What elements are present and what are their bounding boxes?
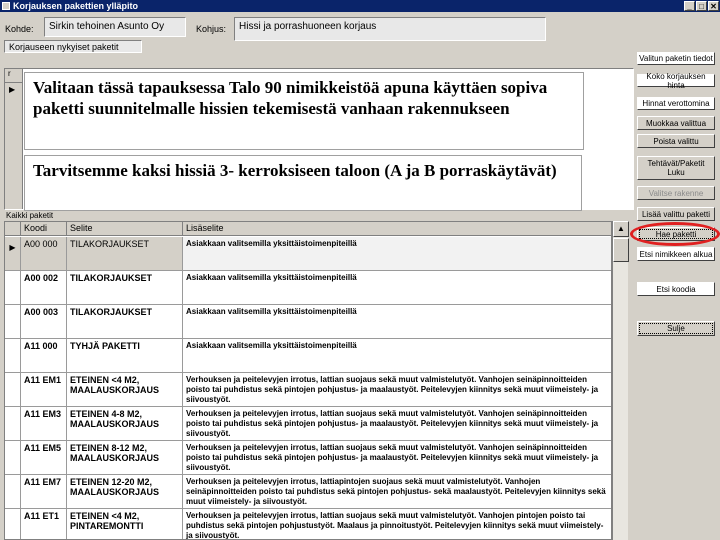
table-row[interactable]: [5, 373, 612, 407]
muokkaa-valittua-button[interactable]: Muokkaa valittua: [637, 116, 715, 130]
all-packages-label: Kaikki paketit: [6, 211, 54, 220]
row-selector[interactable]: [5, 373, 21, 406]
cell-lisaselite: Asiakkaan valitsemilla yksittäistoimenpiteillä: [183, 271, 612, 304]
table-row[interactable]: [5, 339, 612, 373]
table-row[interactable]: [5, 407, 612, 441]
current-row-arrow-icon: ▶: [9, 85, 16, 94]
sulje-button[interactable]: Sulje: [637, 321, 715, 336]
row-selector[interactable]: [5, 509, 21, 540]
cell-selite: ETEINEN <4 M2, MAALAUSKORJAUS: [67, 373, 183, 406]
row-selector-column: [5, 83, 23, 209]
koko-korjauksen-hinta-button[interactable]: Koko korjauksen hinta: [637, 74, 715, 87]
minimize-button[interactable]: _: [684, 1, 695, 11]
cell-selite: TILAKORJAUKSET: [67, 271, 183, 304]
cell-selite: ETEINEN 8-12 M2, MAALAUSKORJAUS: [67, 441, 183, 474]
cell-selite: ETEINEN <4 M2, PINTAREMONTTI: [67, 509, 183, 540]
cell-koodi: A11 EM1: [21, 373, 67, 406]
cell-selite: TILAKORJAUKSET: [67, 237, 183, 270]
cell-lisaselite: Verhouksen ja peitelevyjen irrotus, lattian suojaus sekä muut valmistelutyöt. Vanhojen pintojen poisto tai puhdistus sekä pintojen pohjustustyöt. Maalaus ja pinnoitustyöt. Peitelevyjen kiinnitys sekä muut viimeistely- ja siivoustyöt.: [183, 509, 612, 540]
cell-koodi: A11 EM5: [21, 441, 67, 474]
tehtavat-paketit-button[interactable]: Tehtävät/Paketit Luku: [637, 156, 715, 180]
column-header-lisaselite[interactable]: Lisäselite: [183, 222, 612, 236]
cell-selite: TYHJÄ PAKETTI: [67, 339, 183, 372]
row-selector[interactable]: [5, 441, 21, 474]
scroll-thumb[interactable]: [613, 238, 629, 262]
cell-selite: ETEINEN 4-8 M2, MAALAUSKORJAUS: [67, 407, 183, 440]
callout-requirement: Tarvitsemme kaksi hissiä 3- kerroksiseen taloon (A ja B porraskäytävät): [24, 155, 582, 211]
all-packages-grid[interactable]: [4, 221, 612, 540]
table-row[interactable]: [5, 441, 612, 475]
column-header-koodi[interactable]: Koodi: [21, 222, 67, 236]
hae-paketti-button[interactable]: Hae paketti: [637, 227, 715, 241]
app-icon: [2, 2, 10, 10]
kohde-field[interactable]: Sirkin tehoinen Asunto Oy: [44, 17, 186, 37]
poista-valittu-button[interactable]: Poista valittu: [637, 134, 715, 148]
cell-selite: ETEINEN 12-20 M2, MAALAUSKORJAUS: [67, 475, 183, 508]
valitun-paketin-tiedot-button[interactable]: Valitun paketin tiedot: [637, 52, 715, 65]
cell-koodi: A11 ET1: [21, 509, 67, 540]
nykyiset-paketit-tab[interactable]: Korjauseen nykyiset paketit: [4, 40, 142, 53]
cell-lisaselite: Asiakkaan valitsemilla yksittäistoimenpiteillä: [183, 237, 612, 270]
kohde-label: Kohde:: [5, 24, 34, 34]
row-selector[interactable]: [5, 475, 21, 508]
cell-koodi: A11 EM7: [21, 475, 67, 508]
etsi-nimikkeen-alkua-button[interactable]: Etsi nimikkeen alkua: [637, 247, 715, 261]
valitse-rakenne-button[interactable]: Valitse rakenne: [637, 186, 715, 200]
row-selector[interactable]: [5, 339, 21, 372]
row-selector[interactable]: [5, 407, 21, 440]
vertical-scrollbar[interactable]: [612, 221, 628, 540]
grid-header: [5, 222, 612, 236]
cell-lisaselite: Verhouksen ja peitelevyjen irrotus, lattian suojaus sekä muut valmistelutyöt. Vanhojen seinäpinnoitteiden poisto tai puhdistus sekä pintojen pohjustus- ja maalaustyöt. Peitelevyjen kiinnitys sekä muut viimeistely- ja siivoustyöt.: [183, 373, 612, 406]
cell-koodi: A00 000: [21, 237, 67, 270]
window-controls: [684, 1, 719, 11]
kohteessa-field[interactable]: Hissi ja porrashuoneen korjaus: [234, 17, 546, 41]
kohteessa-label: Kohjus:: [196, 24, 227, 34]
cell-lisaselite: Asiakkaan valitsemilla yksittäistoimenpiteillä: [183, 339, 612, 372]
scroll-up-icon[interactable]: ▲: [613, 221, 629, 237]
cell-koodi: A00 003: [21, 305, 67, 338]
grid-header-cell: r: [5, 69, 23, 83]
row-selector[interactable]: [5, 271, 21, 304]
table-row[interactable]: [5, 305, 612, 339]
window-title: Korjauksen pakettien ylläpito: [13, 1, 139, 11]
cell-lisaselite: Verhouksen ja peitelevyjen irrotus, lattian suojaus sekä muut valmistelutyöt. Vanhojen seinäpinnoitteiden poisto tai puhdistus sekä pintojen pohjustus- ja maalaustyöt. Peitelevyjen kiinnitys sekä muut viimeistely- ja siivoustyöt.: [183, 441, 612, 474]
lisaa-valittu-paketti-button[interactable]: Lisää valittu paketti: [637, 207, 715, 221]
maximize-button[interactable]: □: [696, 1, 707, 11]
cell-selite: TILAKORJAUKSET: [67, 305, 183, 338]
cell-lisaselite: Verhouksen ja peitelevyjen irrotus, lattian suojaus sekä muut valmistelutyöt. Vanhojen seinäpinnoitteiden poisto tai puhdistus sekä pintojen pohjustus- ja maalaustyöt. Peitelevyjen kiinnitys sekä muut viimeistely- ja siivoustyöt.: [183, 407, 612, 440]
cell-lisaselite: Asiakkaan valitsemilla yksittäistoimenpiteillä: [183, 305, 612, 338]
table-row[interactable]: [5, 509, 612, 540]
close-button[interactable]: ✕: [708, 1, 719, 11]
column-header-selite[interactable]: Selite: [67, 222, 183, 236]
cell-lisaselite: Verhouksen ja peitelevyjen irrotus, lattiapintojen suojaus sekä muut valmistelutyöt. Vanhojen seinäpinnoitteiden poisto tai puhdistus sekä pintojen pohjustus- sekä maalaustyöt. Peitelevyjen kiinnitys sekä muut viimeistely- ja siivoustyöt.: [183, 475, 612, 508]
current-row-arrow-icon: ▶: [5, 237, 21, 270]
row-selector[interactable]: [5, 305, 21, 338]
cell-koodi: A11 EM3: [21, 407, 67, 440]
table-row[interactable]: [5, 271, 612, 305]
cell-koodi: A00 002: [21, 271, 67, 304]
callout-explanation: Valitaan tässä tapauksessa Talo 90 nimikkeistöä apuna käyttäen sopiva paketti suunnitelmalle hissien tekemisestä vanhaan rakennukseen: [24, 72, 584, 150]
table-row[interactable]: [5, 237, 612, 271]
cell-koodi: A11 000: [21, 339, 67, 372]
table-row[interactable]: [5, 475, 612, 509]
hinnat-verottomina-button[interactable]: Hinnat verottomina: [637, 97, 715, 110]
etsi-koodia-button[interactable]: Etsi koodia: [637, 282, 715, 296]
column-header-selector: [5, 222, 21, 236]
title-bar: [0, 0, 720, 12]
